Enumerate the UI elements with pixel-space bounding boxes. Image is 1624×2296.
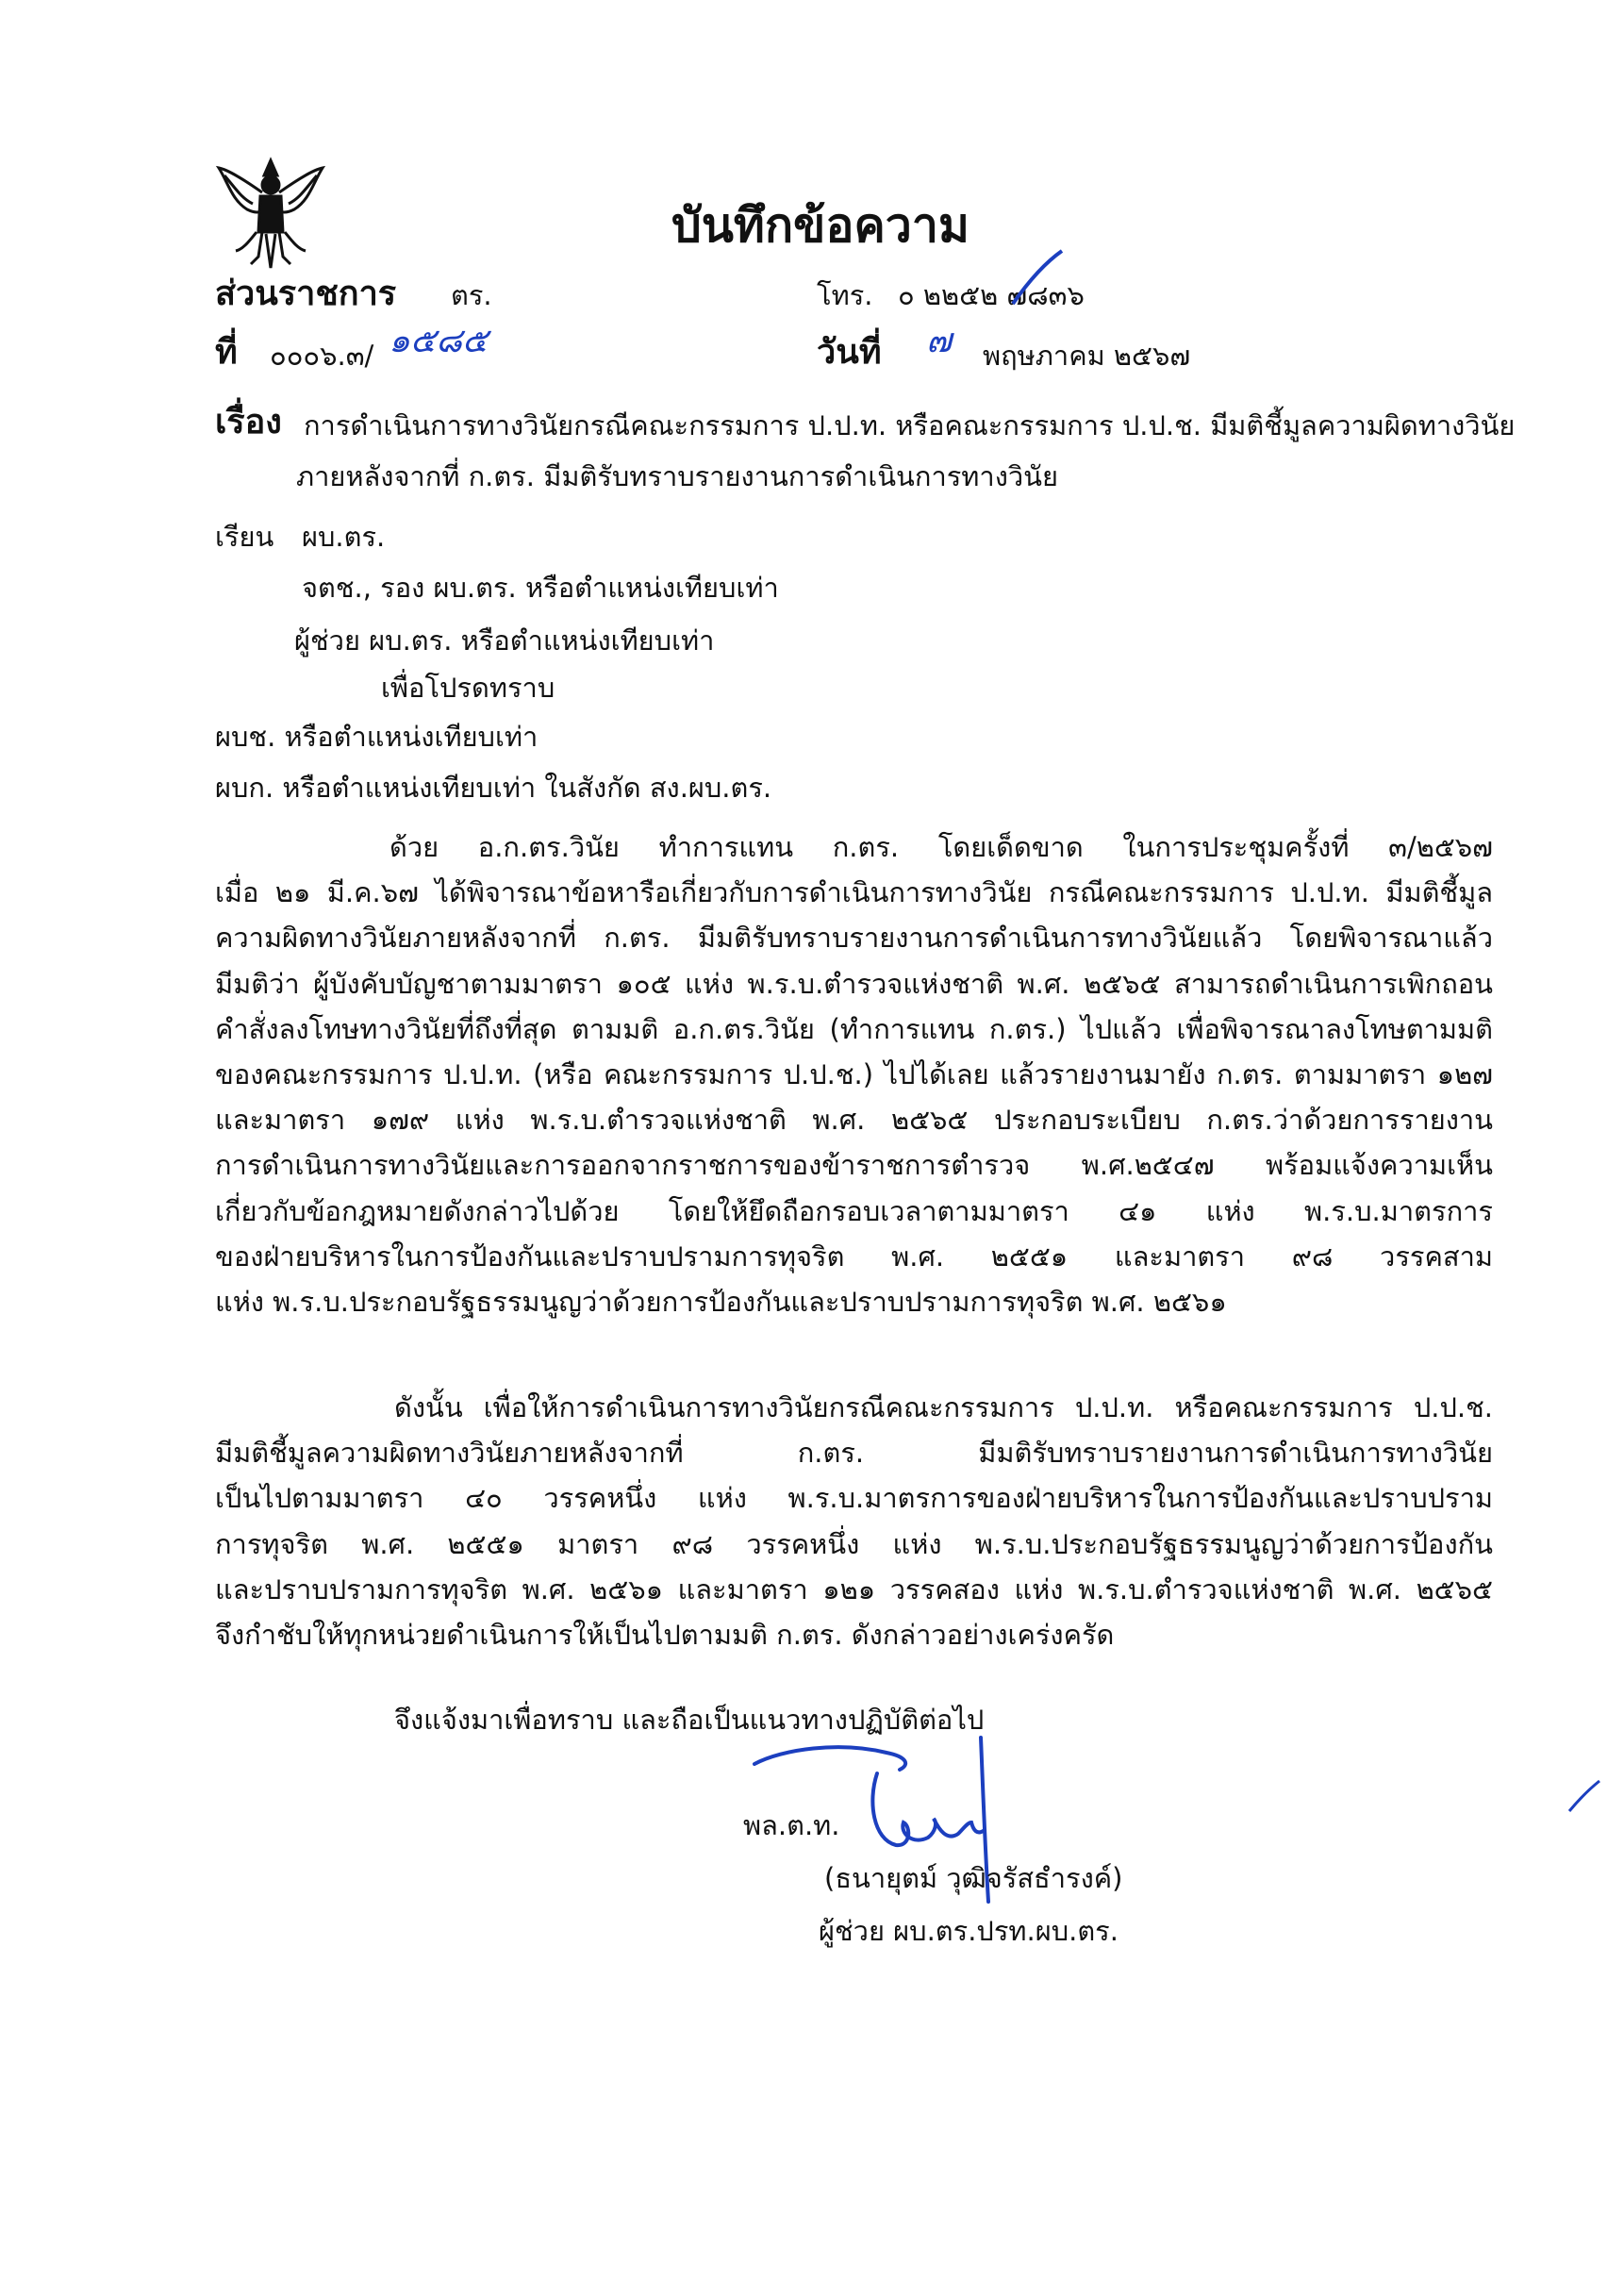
- recipient-purpose: เพื่อโปรดทราบ: [381, 672, 555, 704]
- body-line: ความผิดทางวินัยภายหลังจากที่ ก.ตร. มีมติรับทราบรายงานการดำเนินการทางวินัยแล้ว โดยพิจารณาแล้ว: [215, 922, 1493, 955]
- signer-position: ผู้ช่วย ผบ.ตร.ปรท.ผบ.ตร.: [819, 1915, 1119, 1947]
- body-line: มีมติชี้มูลความผิดทางวินัยภายหลังจากที่ ก.ตร. มีมติรับทราบรายงานการดำเนินการทางวินัย: [215, 1437, 1493, 1470]
- recipient-line: ผู้ช่วย ผบ.ตร. หรือตำแหน่งเทียบเท่า: [294, 624, 715, 657]
- recipient-line: ผบช. หรือตำแหน่งเทียบเท่า: [215, 721, 539, 753]
- body-line: ของฝ่ายบริหารในการป้องกันและปราบปรามการทุจริต พ.ศ. ๒๕๕๑ และมาตรา ๙๘ วรรคสาม: [215, 1240, 1493, 1273]
- body-line: เกี่ยวกับข้อกฎหมายดังกล่าวไปด้วย โดยให้ยึดถือกรอบเวลาตามมาตรา ๔๑ แห่ง พ.ร.บ.มาตรการ: [215, 1194, 1493, 1227]
- recipient-line: จตช., รอง ผบ.ตร. หรือตำแหน่งเทียบเท่า: [302, 572, 779, 604]
- document-title: บันทึกข้อความ: [671, 198, 969, 253]
- closing-line: จึงแจ้งมาเพื่อทราบ และถือเป็นแนวทางปฏิบัติต่อไป: [394, 1704, 985, 1736]
- pen-stroke: [1566, 1777, 1603, 1815]
- date-label: วันที่: [817, 333, 882, 372]
- signer-name: (ธนายุตม์ วุฒิจรัสธำรงค์): [824, 1862, 1123, 1894]
- body-line: และมาตรา ๑๗๙ แห่ง พ.ร.บ.ตำรวจแห่งชาติ พ.ศ. ๒๕๖๕ ประกอบระเบียบ ก.ตร.ว่าด้วยการรายงาน: [215, 1104, 1493, 1137]
- subject-line-1: การดำเนินการทางวินัยกรณีคณะกรรมการ ป.ป.ท. หรือคณะกรรมการ ป.ป.ช. มีมติชี้มูลความผิดทางวินัย: [304, 409, 1516, 441]
- body-line: คำสั่งลงโทษทางวินัยที่ถึงที่สุด ตามมติ อ.ก.ตร.วินัย (ทำการแทน ก.ตร.) ไปแล้ว เพื่อพิจารณาลงโทษตามมติ: [215, 1012, 1493, 1045]
- body-line: ด้วย อ.ก.ตร.วินัย ทำการแทน ก.ตร. โดยเด็ดขาด ในการประชุมครั้งที่ ๓/๒๕๖๗: [389, 831, 1493, 863]
- body-line: จึงกำชับให้ทุกหน่วยดำเนินการให้เป็นไปตามมติ ก.ตร. ดังกล่าวอย่างเคร่งครัด: [215, 1619, 1115, 1652]
- subject-label: เรื่อง: [215, 403, 282, 441]
- date-value: พฤษภาคม ๒๕๖๗: [983, 340, 1191, 372]
- number-handwritten: ๑๕๘๕: [389, 322, 489, 360]
- signer-rank: พล.ต.ท.: [743, 1809, 840, 1841]
- date-handwritten: ๗: [926, 322, 953, 360]
- body-line: เป็นไปตามมาตรา ๔๐ วรรคหนึ่ง แห่ง พ.ร.บ.มาตรการของฝ่ายบริหารในการป้องกันและปราบปราม: [215, 1482, 1493, 1515]
- body-paragraph-1: [215, 824, 1493, 1324]
- body-line: ดังนั้น เพื่อให้การดำเนินการทางวินัยกรณีคณะกรรมการ ป.ป.ท. หรือคณะกรรมการ ป.ป.ช.: [394, 1391, 1493, 1423]
- body-line: แห่ง พ.ร.บ.ประกอบรัฐธรรมนูญว่าด้วยการป้องกันและปราบปรามการทุจริต พ.ศ. ๒๕๖๑: [215, 1286, 1227, 1319]
- body-line: และปราบปรามการทุจริต พ.ศ. ๒๕๖๑ และมาตรา ๑๒๑ วรรคสอง แห่ง พ.ร.บ.ตำรวจแห่งชาติ พ.ศ. ๒๕๖๕: [215, 1572, 1493, 1606]
- body-line: มีมติว่า ผู้บังคับบัญชาตามมาตรา ๑๐๕ แห่ง พ.ร.บ.ตำรวจแห่งชาติ พ.ศ. ๒๕๖๕ สามารถดำเนินการเพิกถอน: [215, 967, 1493, 1000]
- agency-value: ตร.: [451, 279, 492, 311]
- phone-value: ๐ ๒๒๕๒ ๗๘๓๖: [898, 279, 1085, 311]
- agency-label: ส่วนราชการ: [215, 275, 397, 313]
- body-line: การทุจริต พ.ศ. ๒๕๕๑ มาตรา ๙๘ วรรคหนึ่ง แห่ง พ.ร.บ.ประกอบรัฐธรรมนูญว่าด้วยการป้องกัน: [215, 1527, 1493, 1560]
- body-line: การดำเนินการทางวินัยและการออกจากราชการของข้าราชการตำรวจ พ.ศ.๒๕๔๗ พร้อมแจ้งความเห็น: [215, 1149, 1493, 1182]
- recipients-label: เรียน: [215, 521, 274, 553]
- number-value: ๐๐๐๖.๓/: [270, 340, 374, 372]
- pen-stroke: [1009, 247, 1066, 308]
- number-label: ที่: [215, 333, 238, 372]
- recipient-line: ผบ.ตร.: [302, 521, 386, 553]
- body-line: เมื่อ ๒๑ มี.ค.๖๗ ได้พิจารณาข้อหารือเกี่ยวกับการดำเนินการทางวินัย กรณีคณะกรรมการ ป.ป.ท. มีมติชี้มูล: [215, 876, 1493, 909]
- body-paragraph-2: [215, 1385, 1493, 1657]
- recipient-line: ผบก. หรือตำแหน่งเทียบเท่า ในสังกัด สง.ผบ.ตร.: [215, 772, 772, 804]
- subject-line-2: ภายหลังจากที่ ก.ตร. มีมติรับทราบรายงานการดำเนินการทางวินัย: [296, 460, 1058, 492]
- body-line: ของคณะกรรมการ ป.ป.ท. (หรือ คณะกรรมการ ป.ป.ช.) ไปได้เลย แล้วรายงานมายัง ก.ตร. ตามมาตรา ๑๒๗: [215, 1058, 1493, 1091]
- phone-label: โทร.: [817, 279, 873, 311]
- garuda-emblem: [215, 151, 326, 274]
